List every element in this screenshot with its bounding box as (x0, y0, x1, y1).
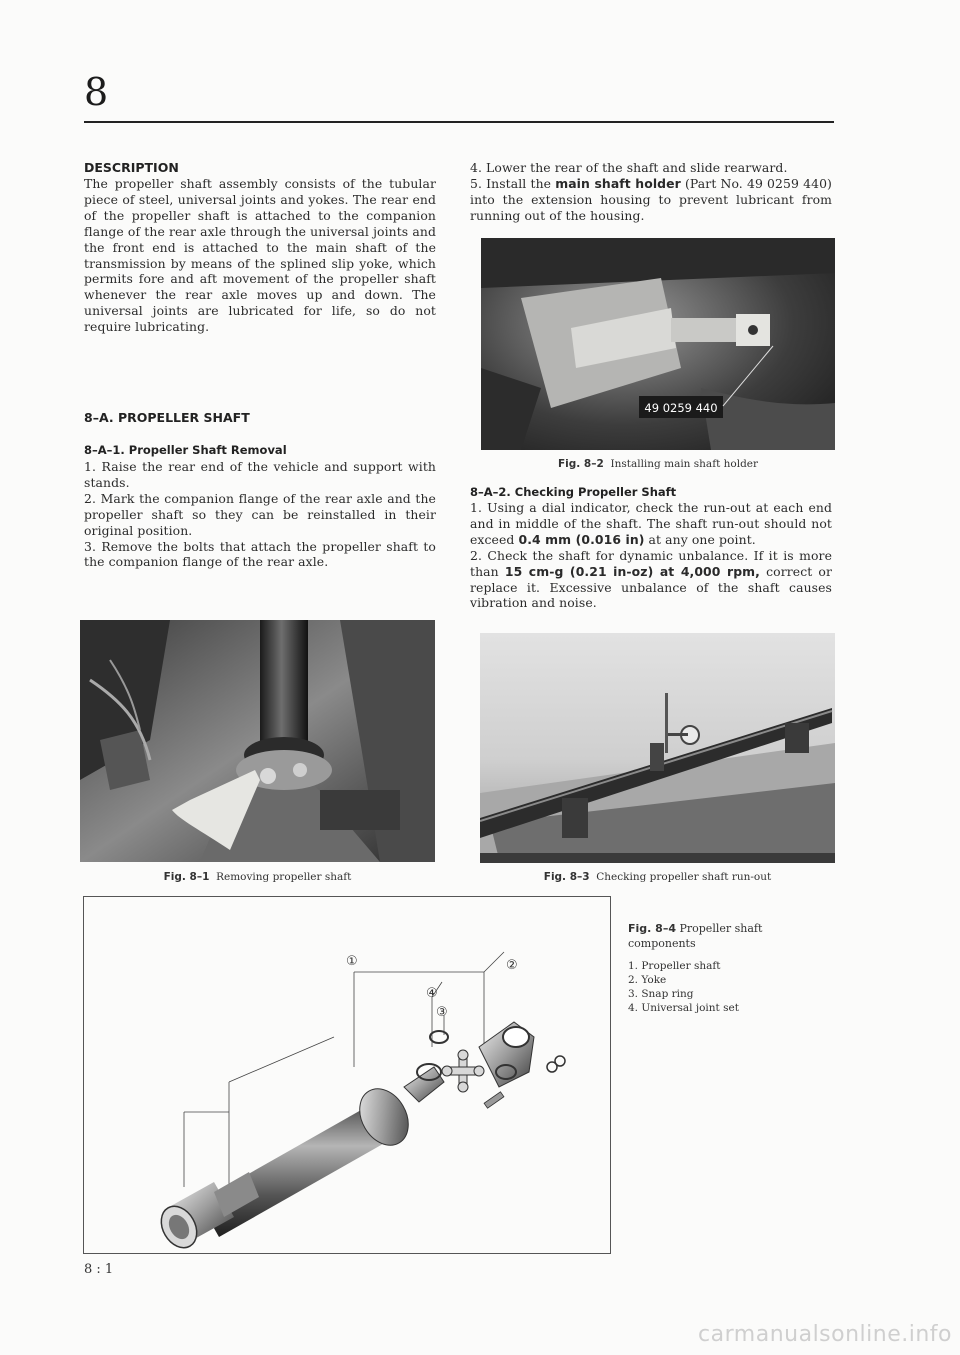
legend-item: 3. Snap ring (628, 988, 694, 1000)
page-number: 8 : 1 (84, 1262, 114, 1277)
fig-8-1-caption (80, 871, 435, 883)
fig-8-3-label: Fig. 8–3 (543, 871, 590, 883)
removal-step-1: 1. Raise the rear end of the vehicle and support with stands. (84, 459, 436, 490)
runout-limit-bold: 0.4 mm (0.016 in) (518, 531, 645, 547)
removal-step-4: 4. Lower the rear of the shaft and slide rearward. (470, 160, 788, 175)
fig-8-1-label: Fig. 8–1 (163, 871, 210, 883)
fig-8-4-label: Fig. 8–4 (628, 922, 676, 935)
removal-step-5-post: (Part No. 49 0259 440) into the extension housing to prevent lubricant from running out of the housing. (470, 175, 832, 223)
fig-8-3-photo (480, 633, 835, 863)
checking-step-1 (470, 500, 832, 548)
removal-step-5 (470, 176, 832, 224)
removal-step-2: 2. Mark the companion flange of the rear axle and the propeller shaft so they can be reinstalled in their original position. (84, 490, 436, 538)
removal-steps (84, 459, 436, 570)
callout-4: ④ (426, 986, 438, 1001)
fig-8-3-caption-text: Checking propeller shaft run-out (596, 871, 772, 883)
description-text: The propeller shaft assembly consists of the tubular piece of steel, universal joints and yokes. The rear end of the propeller shaft is attached to the companion flange of the rear axle through the universal joints and the front end is attached to the main shaft of the transmission by means of the splined slip yoke, which permits fore and aft movement of the propeller shaft whenever the rear axle moves up and down. The universal joints are lubricated for life, so do not require lubricating. (84, 176, 436, 335)
fig-8-4-legend (628, 959, 828, 1015)
checking-step-2-post: correct or replace it. Excessive unbalance of the shaft causes vibration and noise. (470, 563, 833, 611)
callout-3: ③ (436, 1005, 448, 1020)
chapter-number: 8 (84, 70, 109, 114)
description-heading: DESCRIPTION (84, 160, 179, 175)
removal-step-3: 3. Remove the bolts that attach the propeller shaft to the companion flange of the rear axle. (84, 538, 436, 570)
fig-8-4-diagram (83, 896, 611, 1254)
fig-8-1-caption-text: Removing propeller shaft (216, 871, 352, 883)
legend-item: 4. Universal joint set (628, 1002, 739, 1014)
watermark: carmanualsonline.info (698, 1322, 952, 1347)
fig-8-2-caption-text: Installing main shaft holder (610, 458, 759, 470)
fig-8-1-photo (80, 620, 435, 862)
header-rule (84, 121, 834, 123)
fig-8-2-label: Fig. 8–2 (557, 458, 604, 470)
checking-step-1-post: at any one point. (644, 531, 756, 547)
checking-step-1-pre: 1. Using a dial indicator, check the run-out at each end and in middle of the shaft. The shaft run-out should not exceed (470, 500, 832, 547)
fig-8-2-photo (481, 238, 835, 450)
checking-heading: 8–A–2. Checking Propeller Shaft (470, 485, 677, 499)
removal-steps-cont (470, 160, 832, 224)
removal-step-5-pre: 5. Install the (470, 175, 556, 191)
callout-1: ① (346, 954, 358, 969)
legend-item: 1. Propeller shaft (628, 960, 721, 972)
legend-item: 2. Yoke (628, 974, 667, 986)
main-shaft-holder-bold: main shaft holder (555, 175, 681, 191)
fig-8-4-caption (628, 922, 828, 1015)
callout-2: ② (506, 958, 518, 973)
fig-8-4-caption-text: Propeller shaft components (628, 922, 763, 950)
fig-8-3-caption (480, 871, 835, 883)
checking-steps (470, 500, 832, 611)
fig-8-2-part-tag: 49 0259 440 (644, 401, 718, 415)
section-heading: 8–A. PROPELLER SHAFT (84, 410, 250, 425)
removal-heading: 8–A–1. Propeller Shaft Removal (84, 443, 287, 457)
fig-8-2-caption (481, 458, 835, 470)
unbalance-limit-bold: 15 cm-g (0.21 in-oz) at 4,000 rpm, (504, 563, 760, 579)
checking-step-2-pre: 2. Check the shaft for dynamic unbalance. If it is more than (470, 547, 832, 579)
checking-step-2 (470, 548, 832, 612)
